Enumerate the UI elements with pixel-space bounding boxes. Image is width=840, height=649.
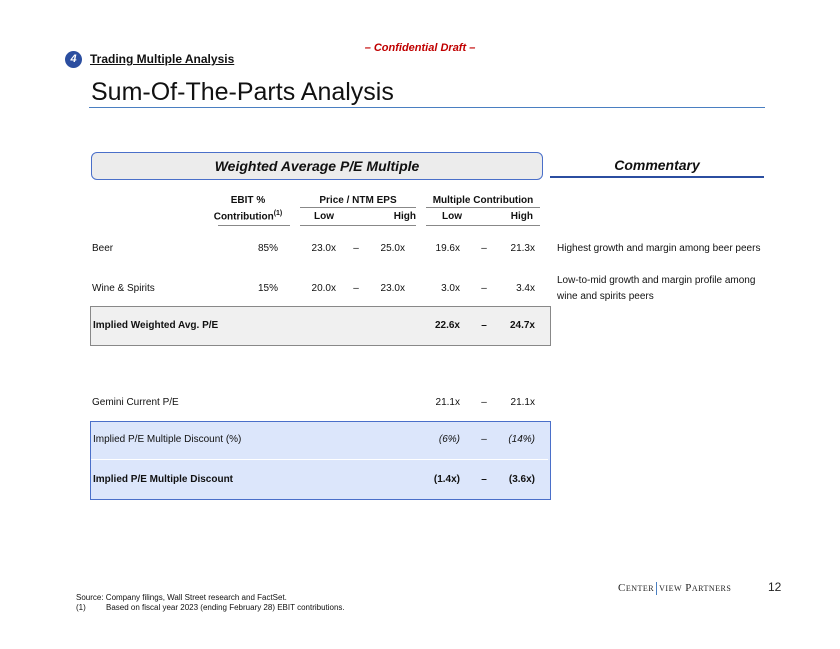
mc-subheader-underline bbox=[426, 225, 540, 226]
ebit-contribution-header bbox=[205, 210, 291, 222]
title-divider bbox=[89, 107, 765, 108]
discount-row-divider bbox=[91, 459, 548, 460]
pe-group-header: Price / NTM EPS bbox=[319, 195, 397, 206]
range-dash: – bbox=[353, 243, 359, 254]
ebit-contribution-label: Contribution bbox=[213, 211, 274, 223]
logo-left-text: Center bbox=[618, 582, 655, 595]
segment-pe-high: 23.0x bbox=[380, 283, 405, 294]
commentary-divider bbox=[550, 176, 764, 178]
discount-label: Implied P/E Multiple Discount bbox=[93, 474, 234, 485]
logo-divider bbox=[656, 582, 657, 595]
segment-mc-high: 3.4x bbox=[516, 283, 535, 294]
page-title: Sum-Of-The-Parts Analysis bbox=[91, 78, 394, 106]
segment-ebit: 15% bbox=[257, 283, 278, 294]
mc-high-header: High bbox=[510, 211, 533, 222]
company-logo bbox=[618, 582, 731, 595]
discount-high: (3.6x) bbox=[508, 474, 535, 485]
commentary-beer: Highest growth and margin among beer peers bbox=[557, 243, 761, 254]
ebit-header: EBIT % bbox=[230, 195, 266, 206]
discount-pct-high: (14%) bbox=[508, 434, 535, 445]
implied-weighted-label: Implied Weighted Avg. P/E bbox=[93, 320, 219, 331]
segment-name: Beer bbox=[92, 243, 114, 254]
page-number: 12 bbox=[768, 580, 782, 594]
section-number-badge: 4 bbox=[65, 51, 82, 68]
section-title: Trading Multiple Analysis bbox=[90, 52, 235, 66]
commentary-header: Commentary bbox=[614, 157, 700, 173]
implied-weighted-high: 24.7x bbox=[509, 320, 535, 331]
segment-mc-low: 19.6x bbox=[435, 243, 460, 254]
segment-name: Wine & Spirits bbox=[92, 283, 155, 294]
segment-pe-low: 20.0x bbox=[311, 283, 336, 294]
pe-high-header: High bbox=[393, 211, 416, 222]
range-dash: – bbox=[481, 283, 487, 294]
source-footnote: Source: Company filings, Wall Street research and FactSet. bbox=[76, 593, 287, 602]
implied-weighted-low: 22.6x bbox=[434, 320, 460, 331]
ebit-header-underline bbox=[218, 225, 290, 226]
segment-ebit: 85% bbox=[257, 243, 278, 254]
segment-pe-low: 23.0x bbox=[311, 243, 336, 254]
pe-low-header: Low bbox=[314, 211, 334, 222]
segment-pe-high: 25.0x bbox=[380, 243, 405, 254]
weighted-average-header: Weighted Average P/E Multiple bbox=[91, 152, 543, 180]
mc-group-header: Multiple Contribution bbox=[432, 195, 534, 206]
current-pe-high: 21.1x bbox=[510, 397, 535, 408]
range-dash: – bbox=[481, 397, 487, 408]
current-pe-label: Gemini Current P/E bbox=[92, 397, 179, 408]
pe-group-underline bbox=[300, 207, 416, 208]
range-dash: – bbox=[353, 283, 359, 294]
range-dash: – bbox=[481, 320, 487, 331]
range-dash: – bbox=[481, 434, 487, 445]
discount-box bbox=[90, 421, 551, 500]
footnote-ref-1: (1) bbox=[273, 210, 283, 217]
current-pe-low: 21.1x bbox=[435, 397, 460, 408]
footnote-marker: (1) bbox=[76, 603, 86, 612]
range-dash: – bbox=[481, 243, 487, 254]
mc-group-underline bbox=[426, 207, 540, 208]
pe-subheader-underline bbox=[300, 225, 416, 226]
range-dash: – bbox=[481, 474, 487, 485]
discount-low: (1.4x) bbox=[433, 474, 460, 485]
segment-mc-high: 21.3x bbox=[510, 243, 535, 254]
footnote-text: Based on fiscal year 2023 (ending February 28) EBIT contributions. bbox=[106, 603, 345, 612]
confidential-label: – Confidential Draft – bbox=[364, 42, 476, 54]
mc-low-header: Low bbox=[442, 211, 462, 222]
logo-right-text: view Partners bbox=[659, 582, 732, 595]
discount-pct-low: (6%) bbox=[438, 434, 460, 445]
segment-mc-low: 3.0x bbox=[441, 283, 460, 294]
commentary-wine-spirits: Low-to-mid growth and margin profile among wine and spirits peers bbox=[557, 275, 756, 302]
discount-pct-label: Implied P/E Multiple Discount (%) bbox=[93, 434, 242, 445]
